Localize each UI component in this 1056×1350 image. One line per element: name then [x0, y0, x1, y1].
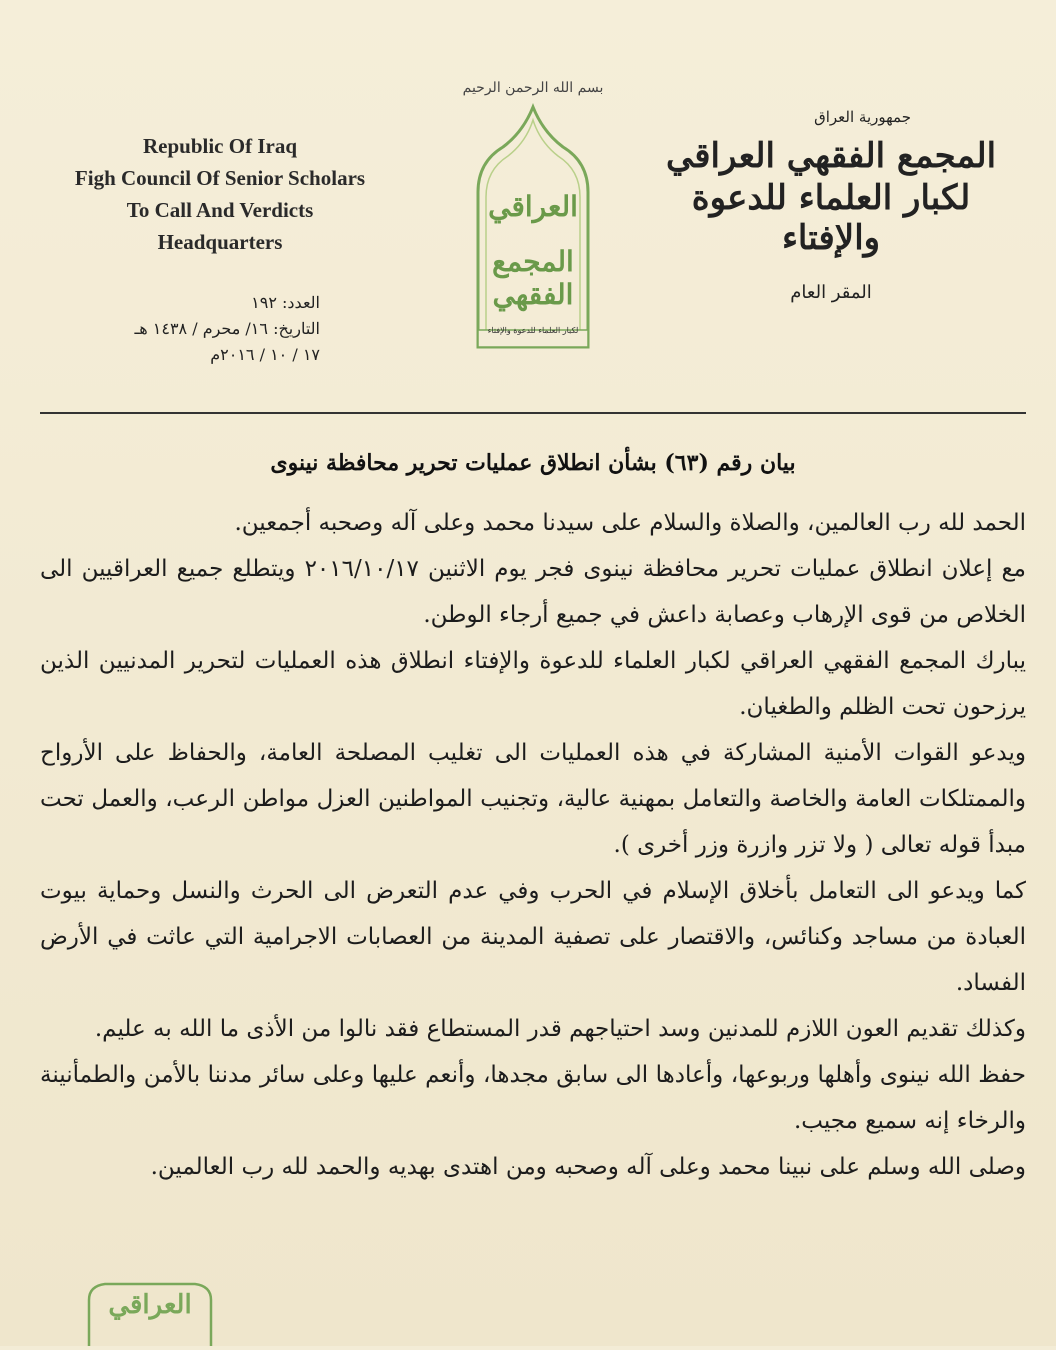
council-logo: [458, 80, 608, 360]
logo-text-iraqi: العراقي: [488, 190, 578, 223]
arabic-letterhead: [651, 108, 1011, 303]
paragraph: وكذلك تقديم العون اللازم للمدنين وسد احتياجهم قدر المستطاع فقد نالوا من الأذى ما الله به عليم.: [94, 1016, 1026, 1042]
paragraph: حفظ الله نينوى وأهلها وربوعها، وأعادها الى سابق مجدها، وأنعم عليها وعلى سائر مدننا بالأمن والطمأنينة والرخاء إنه سميع مجيب.: [40, 1062, 1026, 1134]
paragraph: الحمد لله رب العالمين، والصلاة والسلام على سيدنا محمد وعلى آله وصحبه أجمعين.: [234, 510, 1026, 536]
english-line-1: Republic Of Iraq: [142, 134, 297, 158]
english-line-4: Headquarters: [157, 230, 283, 254]
reference-block: [40, 290, 320, 368]
seal-stamp: [85, 1280, 215, 1346]
english-letterhead: [40, 130, 400, 258]
paragraph: كما ويدعو الى التعامل بأخلاق الإسلام في الحرب وفي عدم التعرض الى الحرث والنسل وحماية بيوت العبادة من مساجد وكنائس، والاقتصار على تصفية المدينة من العصابات الاجرامية التي عاثت في الأرض الفساد.: [40, 878, 1026, 996]
header-divider: [40, 412, 1026, 414]
english-line-2: Figh Council Of Senior Scholars: [74, 166, 366, 190]
paragraph: ويدعو القوات الأمنية المشاركة في هذه العمليات الى تغليب المصلحة العامة، والحفاظ على الأرواح والممتلكات العامة والخاصة والتعامل بمهنية عالية، وتجنيب المواطنين العزل مواطن الرعب، والعمل تحت مبدأ قوله تعالى ( ولا تزر وازرة وزر أخرى ).: [40, 740, 1026, 858]
paragraph: يبارك المجمع الفقهي العراقي لكبار العلماء للدعوة والإفتاء انطلاق هذه العمليات لتحرير المدنيين الذين يرزحون تحت الظلم والطغيان.: [40, 648, 1026, 720]
arabic-line-1: جمهورية العراق: [814, 108, 911, 126]
arabic-line-2: المجمع الفقهي العراقي: [665, 136, 997, 176]
english-line-3: To Call And Verdicts: [126, 198, 314, 222]
statement-title: بيان رقم (٦٣) بشأن انطلاق عمليات تحرير محافظة نينوى: [270, 450, 796, 476]
paragraph: مع إعلان انطلاق عمليات تحرير محافظة نينوى فجر يوم الاثنين ٢٠١٦/١٠/١٧ ويتطلع جميع العراقيين الى الخلاص من قوى الإرهاب وعصابة داعش في جميع أرجاء الوطن.: [40, 556, 1027, 628]
paragraph: وصلى الله وسلم على نبينا محمد وعلى آله وصحبه ومن اهتدى بهديه والحمد لله رب العالمين.: [150, 1154, 1026, 1180]
statement-body: [40, 500, 1026, 1190]
logo-arch-icon: [468, 102, 598, 352]
logo-caption: لكبار العلماء للدعوة والإفتاء: [487, 326, 579, 335]
reference-date-hijri: التاريخ: ١٦/ محرم / ١٤٣٨ هـ: [134, 319, 320, 338]
arabic-line-4: المقر العام: [790, 282, 872, 303]
reference-date-gregorian: ١٧ / ١٠ / ٢٠١٦م: [210, 345, 320, 364]
logo-text-council: المجمع الفقهي: [492, 245, 574, 311]
reference-number: العدد: ١٩٢: [251, 293, 320, 312]
stamp-text: العراقي: [108, 1290, 192, 1320]
arabic-line-3: لكبار العلماء للدعوة والإفتاء: [691, 178, 971, 258]
bismillah-text: بسم الله الرحمن الرحيم: [462, 80, 604, 96]
